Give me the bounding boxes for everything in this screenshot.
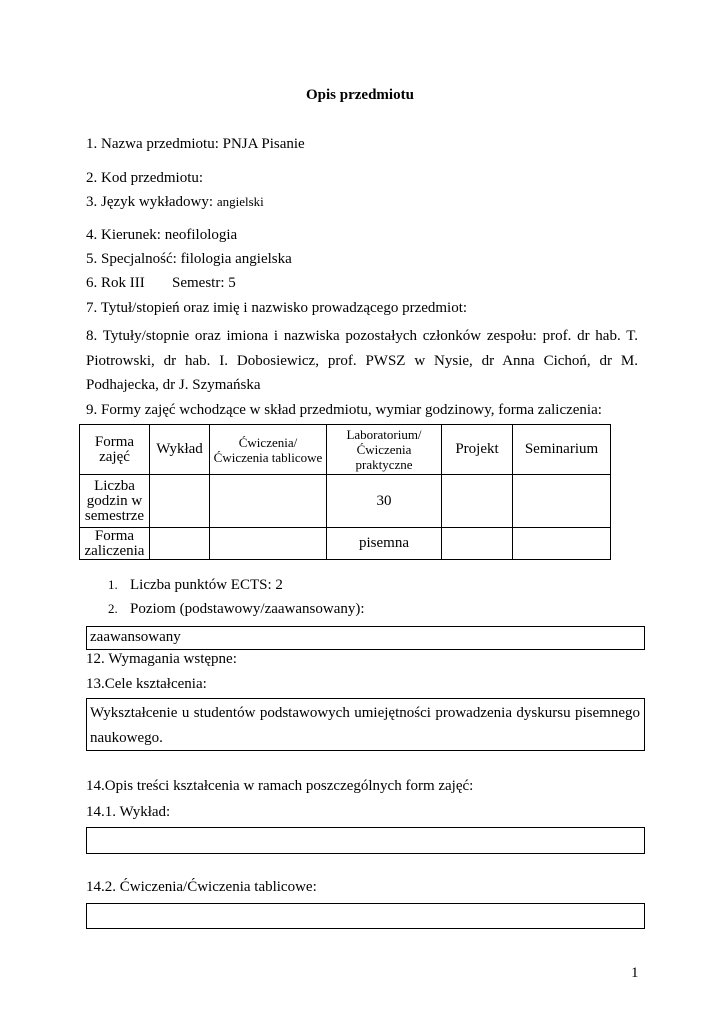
table-cell — [513, 528, 611, 560]
document-title: Opis przedmiotu — [306, 87, 414, 103]
table-cell — [513, 475, 611, 528]
cell-zaliczenie-laboratorium: pisemna — [327, 528, 442, 560]
header-wyklad: Wykład — [150, 425, 210, 475]
poziom-value: zaawansowany — [90, 629, 181, 645]
field-semestr: Semestr: 5 — [172, 275, 236, 291]
header-projekt: Projekt — [442, 425, 513, 475]
field-jezyk-value: angielski — [216, 194, 264, 209]
cele-box — [86, 698, 645, 751]
wyklad-box — [86, 827, 645, 854]
field-jezyk-wykladowy — [86, 193, 264, 211]
field-cele-label: 13.Cele kształcenia: — [86, 676, 207, 692]
header-forma-zajec: Forma zajęć — [80, 425, 150, 475]
field-opis-tresci: 14.Opis treści kształcenia w ramach poszczególnych form zajęć: — [86, 778, 474, 794]
field-ects: Liczba punktów ECTS: 2 — [130, 577, 283, 593]
numbered-sublist — [108, 577, 365, 625]
table-header-row — [80, 425, 611, 475]
field-kierunek: 4. Kierunek: neofilologia — [86, 227, 238, 243]
table-row-godziny — [80, 475, 611, 528]
row-label-godziny: Liczba godzin w semestrze — [80, 475, 150, 528]
field-jezyk-label: 3. Język wykładowy: — [86, 194, 217, 210]
field-prowadzacy: 7. Tytuł/stopień oraz imię i nazwisko prowadzącego przedmiot: — [86, 300, 468, 316]
field-formy-zajec: 9. Formy zajęć wchodzące w skład przedmiotu, wymiar godzinowy, forma zaliczenia: — [86, 402, 602, 418]
field-wymagania: 12. Wymagania wstępne: — [86, 651, 237, 667]
page-number: 1 — [631, 965, 639, 981]
field-nazwa-przedmiotu: 1. Nazwa przedmiotu: PNJA Pisanie — [86, 136, 305, 152]
cwiczenia-box — [86, 903, 645, 929]
header-seminarium: Seminarium — [513, 425, 611, 475]
list-item — [108, 601, 365, 625]
row-label-zaliczenie: Forma zaliczenia — [80, 528, 150, 560]
field-poziom: Poziom (podstawowy/zaawansowany): — [130, 601, 365, 617]
field-kod-przedmiotu: 2. Kod przedmiotu: — [86, 170, 204, 186]
field-zespol: 8. Tytuły/stopnie oraz imiona i nazwiska pozostałych członków zespołu: prof. dr hab. T. Piotrowski, dr hab. I. Dobosiewicz, prof. PWSZ w Nysie, dr Anna Cichoń, dr M. Podhajecka, dr J. Szymańska — [86, 328, 638, 393]
poziom-box — [86, 626, 645, 650]
field-specjalnosc: 5. Specjalność: filologia angielska — [86, 251, 292, 267]
cele-value: Wykształcenie u studentów podstawowych umiejętności prowadzenia dyskursu pisemnego naukowego. — [90, 705, 640, 746]
forms-table — [79, 424, 611, 560]
field-rok: 6. Rok III — [86, 275, 145, 291]
field-wyklad-label: 14.1. Wykład: — [86, 804, 171, 820]
list-item-number: 1. — [108, 577, 118, 592]
table-cell — [150, 528, 210, 560]
list-item-number: 2. — [108, 601, 118, 616]
table-cell — [442, 528, 513, 560]
list-item — [108, 577, 365, 601]
table-row-zaliczenie — [80, 528, 611, 560]
header-laboratorium: Laboratorium/ Ćwiczenia praktyczne — [327, 425, 442, 475]
table-cell — [210, 528, 327, 560]
header-cwiczenia: Ćwiczenia/ Ćwiczenia tablicowe — [210, 425, 327, 475]
table-cell — [150, 475, 210, 528]
table-cell — [442, 475, 513, 528]
table-cell — [210, 475, 327, 528]
field-cwiczenia-label: 14.2. Ćwiczenia/Ćwiczenia tablicowe: — [86, 879, 317, 895]
cell-godziny-laboratorium: 30 — [327, 475, 442, 528]
